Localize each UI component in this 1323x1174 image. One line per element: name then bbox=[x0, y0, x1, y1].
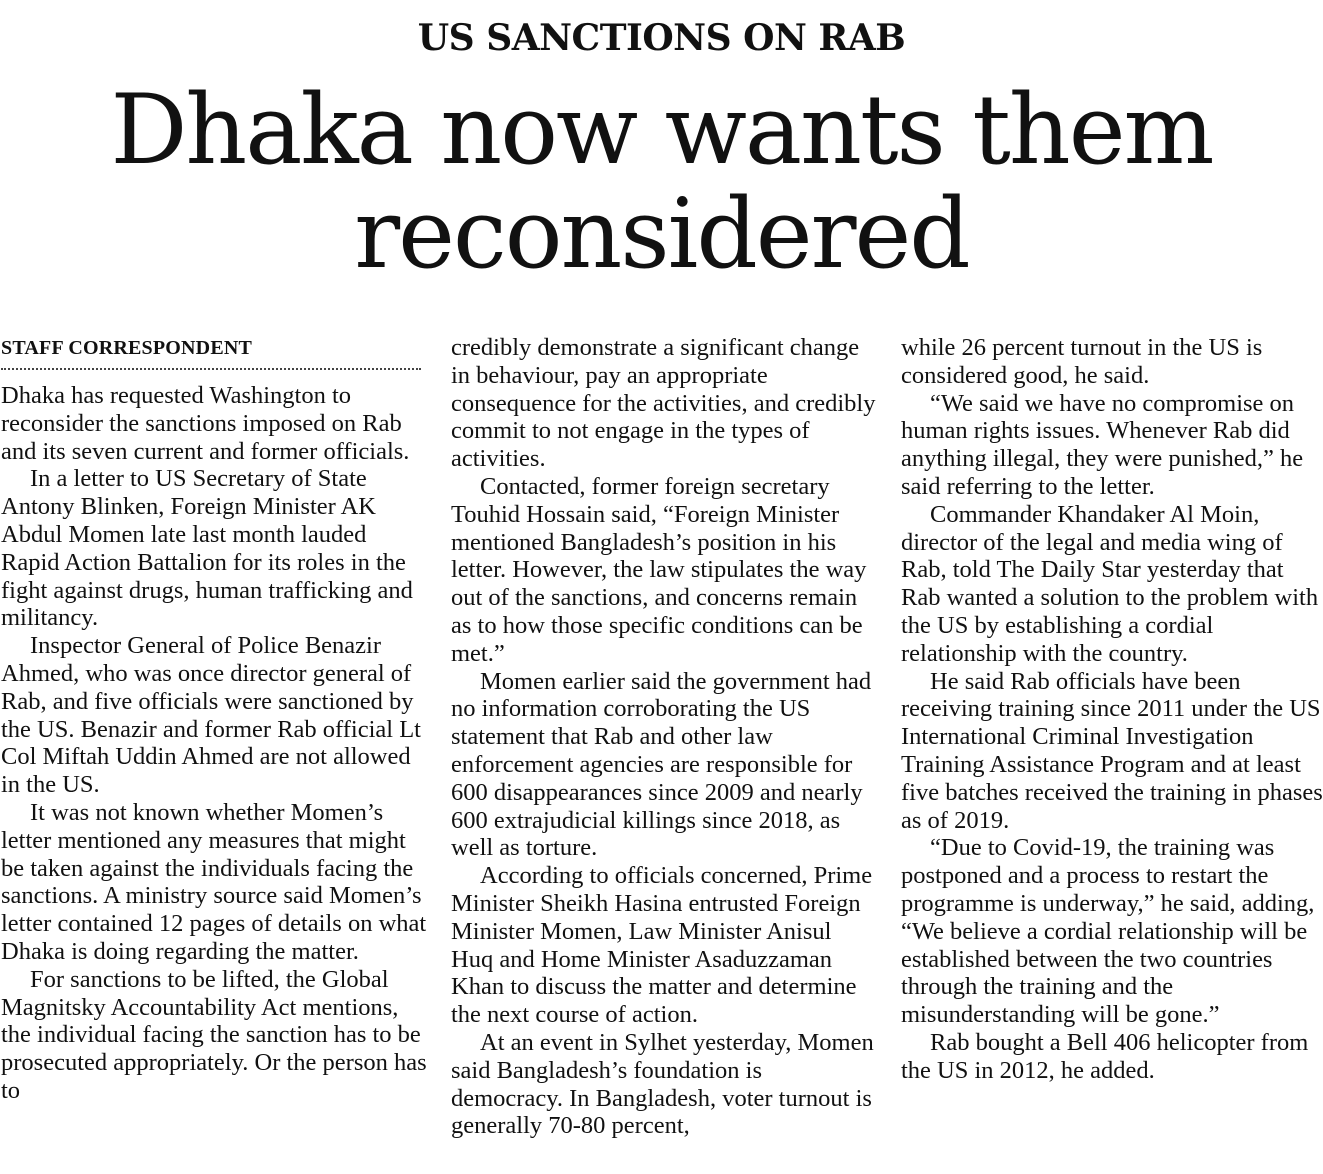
headline-line-1: Dhaka now wants them bbox=[110, 74, 1213, 186]
paragraph: It was not known whether Momen’s letter mentioned any measures that might be taken against the individuals facing the sanctions. A ministry source said Momen’s letter contained 12 pages of details on what Dhaka is doing regarding the matter. bbox=[1, 798, 427, 965]
paragraph: “We said we have no compromise on human rights issues. Whenever Rab did anything illegal, they were punished,” he said referring to the letter. bbox=[901, 389, 1304, 500]
paragraph: Dhaka has requested Washington to reconsider the sanctions imposed on Rab and its seven current and former officials. bbox=[1, 382, 410, 465]
headline-line-2: reconsidered bbox=[354, 178, 969, 290]
byline: STAFF CORRESPONDENT bbox=[1, 334, 421, 370]
headline bbox=[0, 74, 1323, 290]
paragraph: credibly demonstrate a significant change in behaviour, pay an appropriate consequence for the activities, and credibly commit to not engage in the types of activities. bbox=[451, 334, 876, 473]
kicker: US SANCTIONS ON RAB bbox=[417, 17, 906, 59]
paragraph: In a letter to US Secretary of State Antony Blinken, Foreign Minister AK Abdul Momen late last month lauded Rapid Action Battalion for its roles in the fight against drugs, human trafficking and militancy. bbox=[1, 465, 413, 632]
paragraph: He said Rab officials have been receiving training since 2011 under the US International Criminal Investigation Training Assistance Program and at least five batches received the training in phases as of 2019. bbox=[901, 667, 1323, 834]
paragraph: At an event in Sylhet yesterday, Momen said Bangladesh’s foundation is democracy. In Bangladesh, voter turnout is generally 70-80 percent, bbox=[451, 1028, 874, 1140]
paragraph: Commander Khandaker Al Moin, director of the legal and media wing of Rab, told The Daily Star yesterday that Rab wanted a solution to the problem with the US by establishing a cordial relationship with the country. bbox=[901, 500, 1319, 667]
article-column-2 bbox=[451, 334, 877, 1140]
article-column-1 bbox=[1, 334, 427, 1105]
paragraph: “Due to Covid-19, the training was postponed and a process to restart the programme is underway,” he said, adding, “We believe a cordial relationship will be established between the two countries through the training and the misunderstanding will be gone.” bbox=[901, 834, 1315, 1029]
paragraph: Rab bought a Bell 406 helicopter from the US in 2012, he added. bbox=[901, 1028, 1309, 1084]
paragraph: Momen earlier said the government had no information corroborating the US statement that Rab and other law enforcement agencies are responsible for 600 disappearances since 2009 and nearly 600 extrajudicial killings since 2018, as well as torture. bbox=[451, 667, 872, 862]
paragraph: Inspector General of Police Benazir Ahmed, who was once director general of Rab, and five officials were sanctioned by the US. Benazir and former Rab official Lt Col Miftah Uddin Ahmed are not allowed in the US. bbox=[1, 632, 421, 799]
paragraph: According to officials concerned, Prime Minister Sheikh Hasina entrusted Foreign Minister Momen, Law Minister Anisul Huq and Home Minister Asaduzzaman Khan to discuss the matter and determine the next course of action. bbox=[451, 862, 873, 1029]
paragraph: while 26 percent turnout in the US is considered good, he said. bbox=[901, 334, 1263, 389]
paragraph: For sanctions to be lifted, the Global Magnitsky Accountability Act mentions, the individual facing the sanction has to be prosecuted appropriately. Or the person has to bbox=[1, 965, 427, 1104]
article-column-3 bbox=[901, 334, 1323, 1085]
paragraph: Contacted, former foreign secretary Touhid Hossain said, “Foreign Minister mentioned Bangladesh’s position in his letter. However, the law stipulates the way out of the sanctions, and concerns remain as to how those specific conditions can be met.” bbox=[451, 472, 867, 667]
